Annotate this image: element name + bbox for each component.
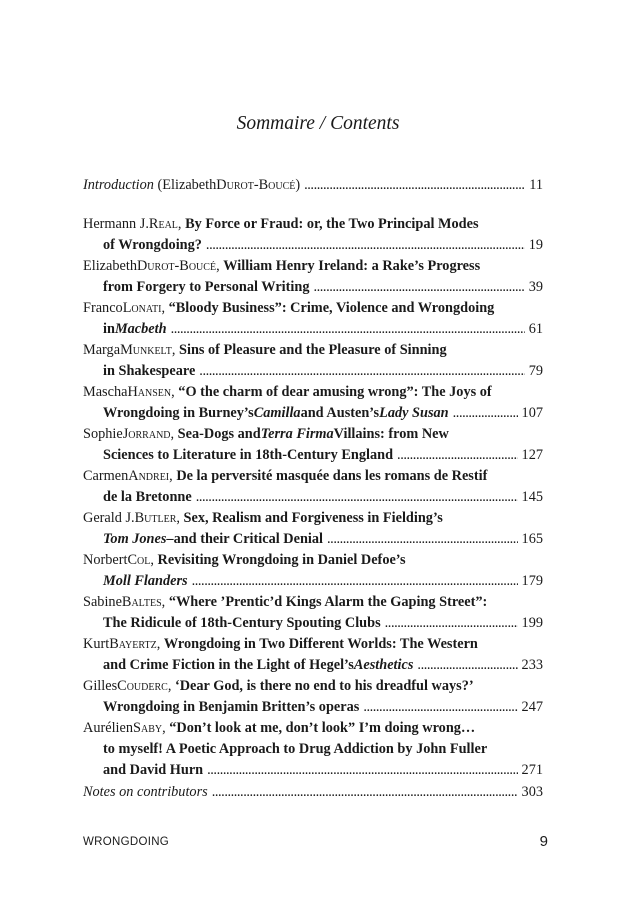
author-first: Gilles <box>83 678 118 694</box>
entry-title-italic: Camilla <box>253 405 301 421</box>
entry-title: Villains: from New <box>333 426 449 442</box>
page-title: Sommaire / Contents <box>236 113 400 134</box>
page-number: 127 <box>521 447 543 463</box>
toc-entry: Elizabeth Durot-Boucé , William Henry Ireland: a Rake’s Progress from Forgery to Personal Writing . . . 39 <box>83 256 543 298</box>
page-number: 199 <box>521 615 543 631</box>
author-first: Marga <box>83 342 121 358</box>
entry-title: “Bloody Business”: Crime, Violence and Wrongdoing <box>168 300 495 316</box>
intro-editor-last: Durot-Boucé <box>216 177 296 193</box>
entry-title: Sex, Realism and Forgiveness in Fielding’s <box>183 510 443 526</box>
page-number: 179 <box>521 573 543 589</box>
dot-leader <box>313 277 524 298</box>
author-first: Hermann J. <box>83 216 149 232</box>
entry-title-italic: Macbeth <box>114 321 167 337</box>
page-number: 247 <box>521 699 543 715</box>
dot-leader <box>171 319 525 340</box>
entry-title: “Where ’Prentic’d Kings Alarm the Gaping Street”: <box>168 594 488 610</box>
toc-entry: Gilles Couderc , ‘Dear God, is there no end to his dreadful ways?’ Wrongdoing in Benjamin Britten’s operas . . . 247 <box>83 676 543 718</box>
entry-title-italic: Moll Flanders <box>103 573 188 589</box>
notes-label: Notes on contributors <box>83 784 208 800</box>
author-last: Butler <box>134 510 177 526</box>
entry-title: Sins of Pleasure and the Pleasure of Sinning <box>179 342 447 358</box>
dot-leader <box>453 403 518 424</box>
page-number: 165 <box>521 531 543 547</box>
page-number: 303 <box>521 784 543 800</box>
dot-leader <box>327 529 518 550</box>
page-number: 11 <box>529 177 543 193</box>
entry-title-italic: Lady Susan <box>379 405 449 421</box>
author-last: Bayertz <box>109 636 157 652</box>
entry-title: De la perversité masquée dans les romans de Restif <box>176 468 488 484</box>
author-first: Sophie <box>83 426 123 442</box>
author-first: Carmen <box>83 468 129 484</box>
toc-entry: Mascha Hansen , “O the charm of dear amusing wrong”: The Joys of Wrongdoing in Burney’s Camilla and Austen’s Lady Susan . . . 107 <box>83 382 543 424</box>
entry-title-cont: Wrongdoing in Burney’s <box>103 405 254 421</box>
author-last: Hansen <box>127 384 172 400</box>
dot-leader <box>397 445 518 466</box>
page-number: 79 <box>528 363 543 379</box>
dot-leader <box>192 571 518 592</box>
author-first: Aurélien <box>83 720 134 736</box>
entry-title-cont: and Austen’s <box>300 405 380 421</box>
entry-title: “O the charm of dear amusing wrong”: The Joys of <box>178 384 492 400</box>
entry-title: By Force or Fraud: or, the Two Principal Modes <box>185 216 479 232</box>
entry-title-italic: Aesthetics <box>353 657 414 673</box>
page-number: 19 <box>528 237 543 253</box>
dot-leader <box>417 655 517 676</box>
entry-title-cont: Wrongdoing in Benjamin Britten’s operas <box>103 699 360 715</box>
dot-leader <box>199 361 524 382</box>
author-last: Munkelt <box>120 342 172 358</box>
author-last: Durot-Boucé <box>136 258 217 274</box>
entry-title: “Don’t look at me, don’t look” I’m doing wrong… <box>169 720 476 736</box>
author-last: Couderc <box>117 678 168 694</box>
running-title: WRONGDOING <box>83 836 170 848</box>
dot-leader <box>304 175 525 196</box>
toc-entry: Marga Munkelt , Sins of Pleasure and the Pleasure of Sinning in Shakespeare . . . 79 <box>83 340 543 382</box>
entry-title-cont: and David Hurn <box>103 762 204 778</box>
entry-title: Sea-Dogs and <box>177 426 261 442</box>
entry-title-cont: to myself! A Poetic Approach to Drug Addiction by John Fuller <box>103 741 488 757</box>
dot-leader <box>363 697 517 718</box>
page-number: 271 <box>521 762 543 778</box>
author-last: Andrei <box>128 468 170 484</box>
author-last: Saby <box>133 720 163 736</box>
intro-label: Introduction <box>83 177 154 193</box>
entry-title-cont: The Ridicule of 18th-Century Spouting Clubs <box>103 615 381 631</box>
toc-entry: Franco Lonati , “Bloody Business”: Crime, Violence and Wrongdoing in Macbeth . . . 61 <box>83 298 543 340</box>
author-last: Jorrand <box>122 426 171 442</box>
author-last: Baltes <box>121 594 162 610</box>
page-number: 145 <box>521 489 543 505</box>
author-first: Sabine <box>83 594 122 610</box>
author-last: Real <box>148 216 178 232</box>
entry-title-italic: Tom Jones <box>103 531 167 547</box>
toc-entry-notes <box>83 782 543 803</box>
page-number: 107 <box>521 405 543 421</box>
entry-title-italic: Terra Firma <box>260 426 334 442</box>
page-number: 61 <box>528 321 543 337</box>
entry-title-cont: in <box>103 321 115 337</box>
toc-entry: Kurt Bayertz , Wrongdoing in Two Different Worlds: The Western and Crime Fiction in the Light of Hegel’s Aesthetics . . . 233 <box>83 634 543 676</box>
author-first: Elizabeth <box>83 258 137 274</box>
toc-entry: Gerald J. Butler , Sex, Realism and Forgiveness in Fielding’s Tom Jones –and their Critical Denial . . . 165 <box>83 508 543 550</box>
author-first: Mascha <box>83 384 128 400</box>
entry-title-cont: of Wrongdoing? <box>103 237 202 253</box>
dot-leader <box>206 235 525 256</box>
intro-editor-first: (Elizabeth <box>157 177 217 193</box>
entry-title: Wrongdoing in Two Different Worlds: The Western <box>163 636 478 652</box>
entry-title: ‘Dear God, is there no end to his dreadful ways?’ <box>174 678 474 694</box>
dot-leader <box>212 782 518 803</box>
author-first: Gerald J. <box>83 510 135 526</box>
toc-entry: Hermann J. Real , By Force or Fraud: or, the Two Principal Modes of Wrongdoing? . . . 19 <box>83 214 543 256</box>
page-number: 233 <box>521 657 543 673</box>
toc-entry: Aurélien Saby , “Don’t look at me, don’t look” I’m doing wrong… to myself! A Poetic Approach to Drug Addiction by John Fuller and David Hurn . . . 271 <box>83 718 543 781</box>
author-last: Col <box>127 552 151 568</box>
toc-entry: Norbert Col , Revisiting Wrongdoing in Daniel Defoe’s Moll Flanders . . . 179 <box>83 550 543 592</box>
toc-entry: Sabine Baltes , “Where ’Prentic’d Kings Alarm the Gaping Street”: The Ridicule of 18th-Century Spouting Clubs . . . 199 <box>83 592 543 634</box>
author-last: Lonati <box>122 300 162 316</box>
author-first: Franco <box>83 300 123 316</box>
author-first: Norbert <box>83 552 128 568</box>
entry-title-cont: in Shakespeare <box>103 363 196 379</box>
toc-entry-introduction <box>83 175 543 196</box>
entry-title-cont: from Forgery to Personal Writing <box>103 279 310 295</box>
entry-title-cont: and Crime Fiction in the Light of Hegel’s <box>103 657 354 673</box>
folio-page-number: 9 <box>539 833 548 850</box>
page-number: 39 <box>528 279 543 295</box>
entry-title-cont: –and their Critical Denial <box>166 531 324 547</box>
toc-entry: Sophie Jorrand , Sea-Dogs and Terra Firma Villains: from New Sciences to Literature in 18th-Century England . . . 127 <box>83 424 543 466</box>
dot-leader <box>196 487 518 508</box>
entry-title-cont: Sciences to Literature in 18th-Century England <box>103 447 394 463</box>
dot-leader <box>207 760 517 781</box>
entry-title: Revisiting Wrongdoing in Daniel Defoe’s <box>157 552 406 568</box>
intro-editor-close: ) <box>295 177 301 193</box>
entry-title-cont: de la Bretonne <box>103 489 192 505</box>
toc-entry: Carmen Andrei , De la perversité masquée dans les romans de Restif de la Bretonne . . . 145 <box>83 466 543 508</box>
entry-title: William Henry Ireland: a Rake’s Progress <box>223 258 481 274</box>
dot-leader <box>385 613 518 634</box>
author-first: Kurt <box>83 636 110 652</box>
